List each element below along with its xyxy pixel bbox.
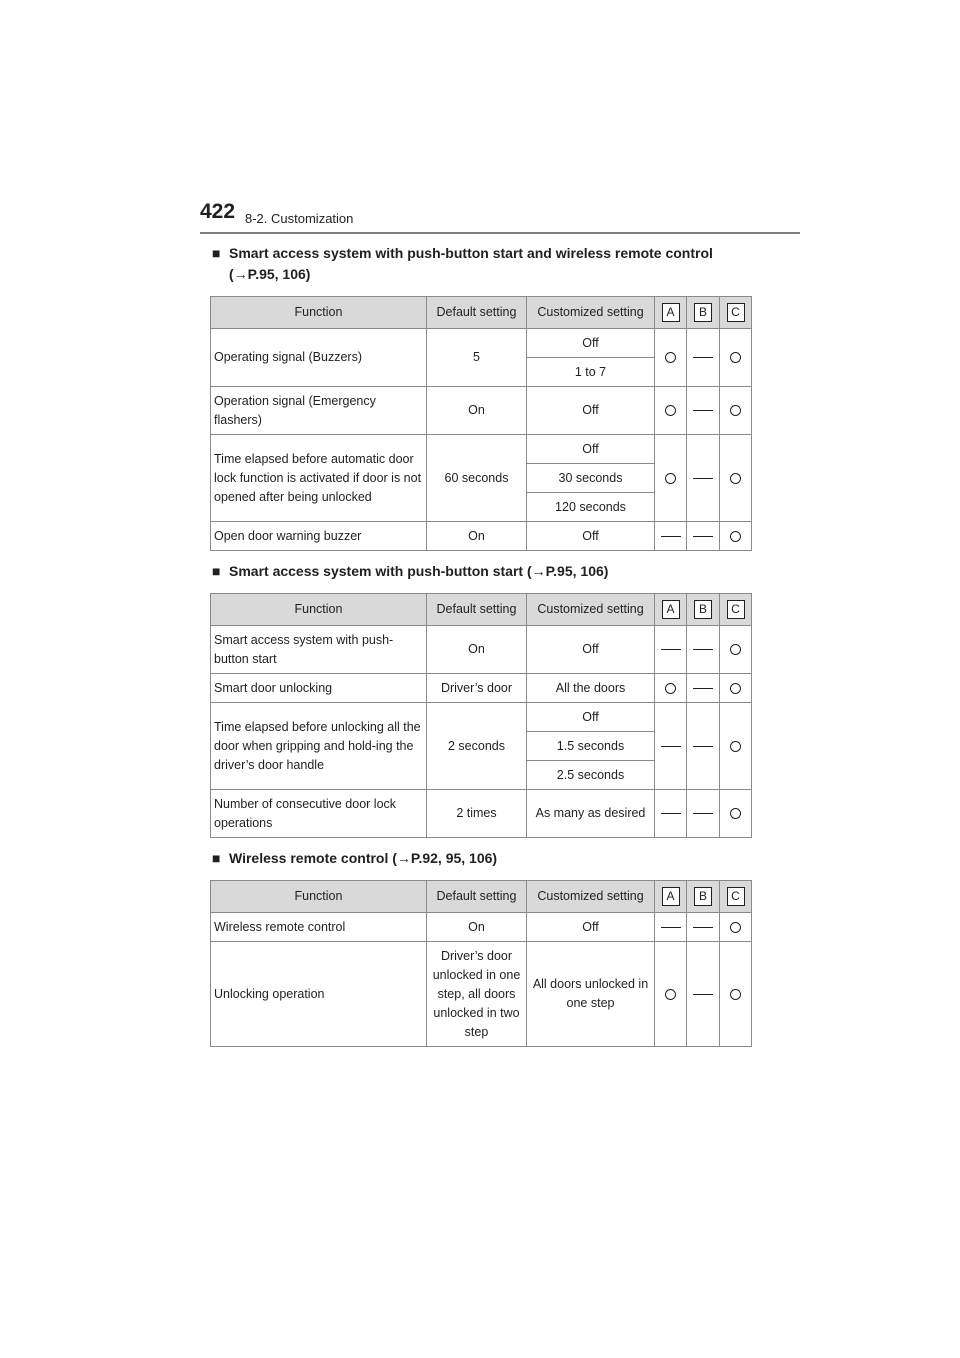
function-cell: Operating signal (Buzzers) xyxy=(211,329,427,387)
default-cell: On xyxy=(427,387,527,435)
mark-cell-a xyxy=(655,387,687,435)
section-heading-text: Smart access system with push-button start and wireless remote control (→P.95, 106) xyxy=(229,245,713,282)
customized-cell: 1.5 seconds xyxy=(527,732,655,761)
default-cell: 2 times xyxy=(427,790,527,838)
customized-cell: Off xyxy=(527,913,655,942)
letter-c-box: C xyxy=(727,600,745,619)
letter-a-box: A xyxy=(662,303,680,322)
default-cell: Driver’s door unlocked in one step, all doors unlocked in two step xyxy=(427,942,527,1047)
section-heading-text: Smart access system with push-button start (→P.95, 106) xyxy=(229,563,609,579)
default-column-header: Default setting xyxy=(427,881,527,913)
table-row xyxy=(211,674,752,703)
circle-mark-icon xyxy=(730,922,741,933)
customized-cell: Off xyxy=(527,626,655,674)
mark-cell-c xyxy=(720,790,752,838)
circle-mark-icon xyxy=(665,989,676,1000)
header-rule xyxy=(200,232,800,234)
letter-a-box: A xyxy=(662,600,680,619)
dash-mark-icon xyxy=(661,746,681,747)
section-heading-text: Wireless remote control (→P.92, 95, 106) xyxy=(229,850,498,866)
page-number: 422 xyxy=(200,200,236,223)
mark-cell-b xyxy=(687,522,720,551)
circle-mark-icon xyxy=(730,683,741,694)
settings-table xyxy=(210,593,752,838)
circle-mark-icon xyxy=(665,683,676,694)
default-cell: On xyxy=(427,626,527,674)
mark-cell-a xyxy=(655,435,687,522)
square-bullet-icon: ■ xyxy=(212,563,221,579)
table-row xyxy=(211,790,752,838)
table-row xyxy=(211,913,752,942)
customized-cell: All doors unlocked in one step xyxy=(527,942,655,1047)
customized-cell: 120 seconds xyxy=(527,493,655,522)
mark-cell-b xyxy=(687,913,720,942)
table-row xyxy=(211,387,752,435)
column-c-header xyxy=(720,297,752,329)
default-cell: 60 seconds xyxy=(427,435,527,522)
customized-column-header: Customized setting xyxy=(527,594,655,626)
circle-mark-icon xyxy=(730,808,741,819)
default-column-header: Default setting xyxy=(427,594,527,626)
function-cell: Operation signal (Emergency flashers) xyxy=(211,387,427,435)
dash-mark-icon xyxy=(693,927,713,928)
mark-cell-c xyxy=(720,329,752,387)
settings-table xyxy=(210,880,752,1047)
mark-cell-b xyxy=(687,626,720,674)
customized-cell: 2.5 seconds xyxy=(527,761,655,790)
customized-cell: Off xyxy=(527,435,655,464)
customized-column-header: Customized setting xyxy=(527,881,655,913)
function-cell: Time elapsed before unlocking all the door when gripping and hold-ing the driver’s door handle xyxy=(211,703,427,790)
default-cell: 2 seconds xyxy=(427,703,527,790)
mark-cell-b xyxy=(687,674,720,703)
section-heading xyxy=(212,561,752,582)
customized-cell: All the doors xyxy=(527,674,655,703)
default-column-header: Default setting xyxy=(427,297,527,329)
customized-cell: Off xyxy=(527,387,655,435)
customized-cell: Off xyxy=(527,703,655,732)
mark-cell-c xyxy=(720,703,752,790)
letter-c-box: C xyxy=(727,887,745,906)
function-cell: Time elapsed before automatic door lock function is activated if door is not opened after being unlocked xyxy=(211,435,427,522)
customized-cell: As many as desired xyxy=(527,790,655,838)
circle-mark-icon xyxy=(665,405,676,416)
mark-cell-a xyxy=(655,790,687,838)
mark-cell-b xyxy=(687,942,720,1047)
customized-column-header: Customized setting xyxy=(527,297,655,329)
letter-c-box: C xyxy=(727,303,745,322)
circle-mark-icon xyxy=(665,473,676,484)
dash-mark-icon xyxy=(693,813,713,814)
column-b-header xyxy=(687,594,720,626)
mark-cell-b xyxy=(687,790,720,838)
mark-cell-a xyxy=(655,522,687,551)
square-bullet-icon: ■ xyxy=(212,850,221,866)
default-cell: Driver’s door xyxy=(427,674,527,703)
column-c-header xyxy=(720,881,752,913)
function-cell: Wireless remote control xyxy=(211,913,427,942)
circle-mark-icon xyxy=(730,741,741,752)
mark-cell-a xyxy=(655,329,687,387)
section-heading xyxy=(212,243,732,285)
mark-cell-a xyxy=(655,626,687,674)
letter-a-box: A xyxy=(662,887,680,906)
mark-cell-a xyxy=(655,674,687,703)
column-c-header xyxy=(720,594,752,626)
mark-cell-c xyxy=(720,435,752,522)
dash-mark-icon xyxy=(661,813,681,814)
column-a-header xyxy=(655,297,687,329)
dash-mark-icon xyxy=(661,927,681,928)
table-row xyxy=(211,435,752,464)
function-cell: Number of consecutive door lock operations xyxy=(211,790,427,838)
mark-cell-c xyxy=(720,522,752,551)
function-column-header: Function xyxy=(211,297,427,329)
column-a-header xyxy=(655,881,687,913)
circle-mark-icon xyxy=(665,352,676,363)
dash-mark-icon xyxy=(693,746,713,747)
mark-cell-c xyxy=(720,674,752,703)
circle-mark-icon xyxy=(730,405,741,416)
customized-cell: 1 to 7 xyxy=(527,358,655,387)
settings-table xyxy=(210,296,752,551)
circle-mark-icon xyxy=(730,644,741,655)
mark-cell-b xyxy=(687,387,720,435)
default-cell: 5 xyxy=(427,329,527,387)
circle-mark-icon xyxy=(730,989,741,1000)
dash-mark-icon xyxy=(661,649,681,650)
letter-b-box: B xyxy=(694,887,712,906)
table-header-row xyxy=(211,881,752,913)
table-row xyxy=(211,703,752,732)
default-cell: On xyxy=(427,522,527,551)
square-bullet-icon: ■ xyxy=(212,245,221,261)
circle-mark-icon xyxy=(730,531,741,542)
table-row xyxy=(211,522,752,551)
letter-b-box: B xyxy=(694,600,712,619)
mark-cell-a xyxy=(655,913,687,942)
column-b-header xyxy=(687,297,720,329)
function-column-header: Function xyxy=(211,594,427,626)
table-header-row xyxy=(211,297,752,329)
function-cell: Smart access system with push-button start xyxy=(211,626,427,674)
circle-mark-icon xyxy=(730,473,741,484)
mark-cell-c xyxy=(720,913,752,942)
mark-cell-c xyxy=(720,387,752,435)
mark-cell-b xyxy=(687,435,720,522)
mark-cell-a xyxy=(655,942,687,1047)
mark-cell-b xyxy=(687,329,720,387)
mark-cell-c xyxy=(720,626,752,674)
default-cell: On xyxy=(427,913,527,942)
letter-b-box: B xyxy=(694,303,712,322)
function-column-header: Function xyxy=(211,881,427,913)
table-row xyxy=(211,942,752,1047)
dash-mark-icon xyxy=(693,994,713,995)
function-cell: Unlocking operation xyxy=(211,942,427,1047)
dash-mark-icon xyxy=(693,357,713,358)
function-cell: Open door warning buzzer xyxy=(211,522,427,551)
customized-cell: 30 seconds xyxy=(527,464,655,493)
table-row xyxy=(211,329,752,358)
circle-mark-icon xyxy=(730,352,741,363)
customized-cell: Off xyxy=(527,522,655,551)
column-a-header xyxy=(655,594,687,626)
mark-cell-a xyxy=(655,703,687,790)
table-row xyxy=(211,626,752,674)
column-b-header xyxy=(687,881,720,913)
mark-cell-b xyxy=(687,703,720,790)
mark-cell-c xyxy=(720,942,752,1047)
dash-mark-icon xyxy=(693,688,713,689)
table-header-row xyxy=(211,594,752,626)
section-heading xyxy=(212,848,752,869)
customized-cell: Off xyxy=(527,329,655,358)
function-cell: Smart door unlocking xyxy=(211,674,427,703)
dash-mark-icon xyxy=(693,478,713,479)
dash-mark-icon xyxy=(693,536,713,537)
section-title: 8-2. Customization xyxy=(245,211,354,226)
dash-mark-icon xyxy=(693,410,713,411)
dash-mark-icon xyxy=(693,649,713,650)
dash-mark-icon xyxy=(661,536,681,537)
